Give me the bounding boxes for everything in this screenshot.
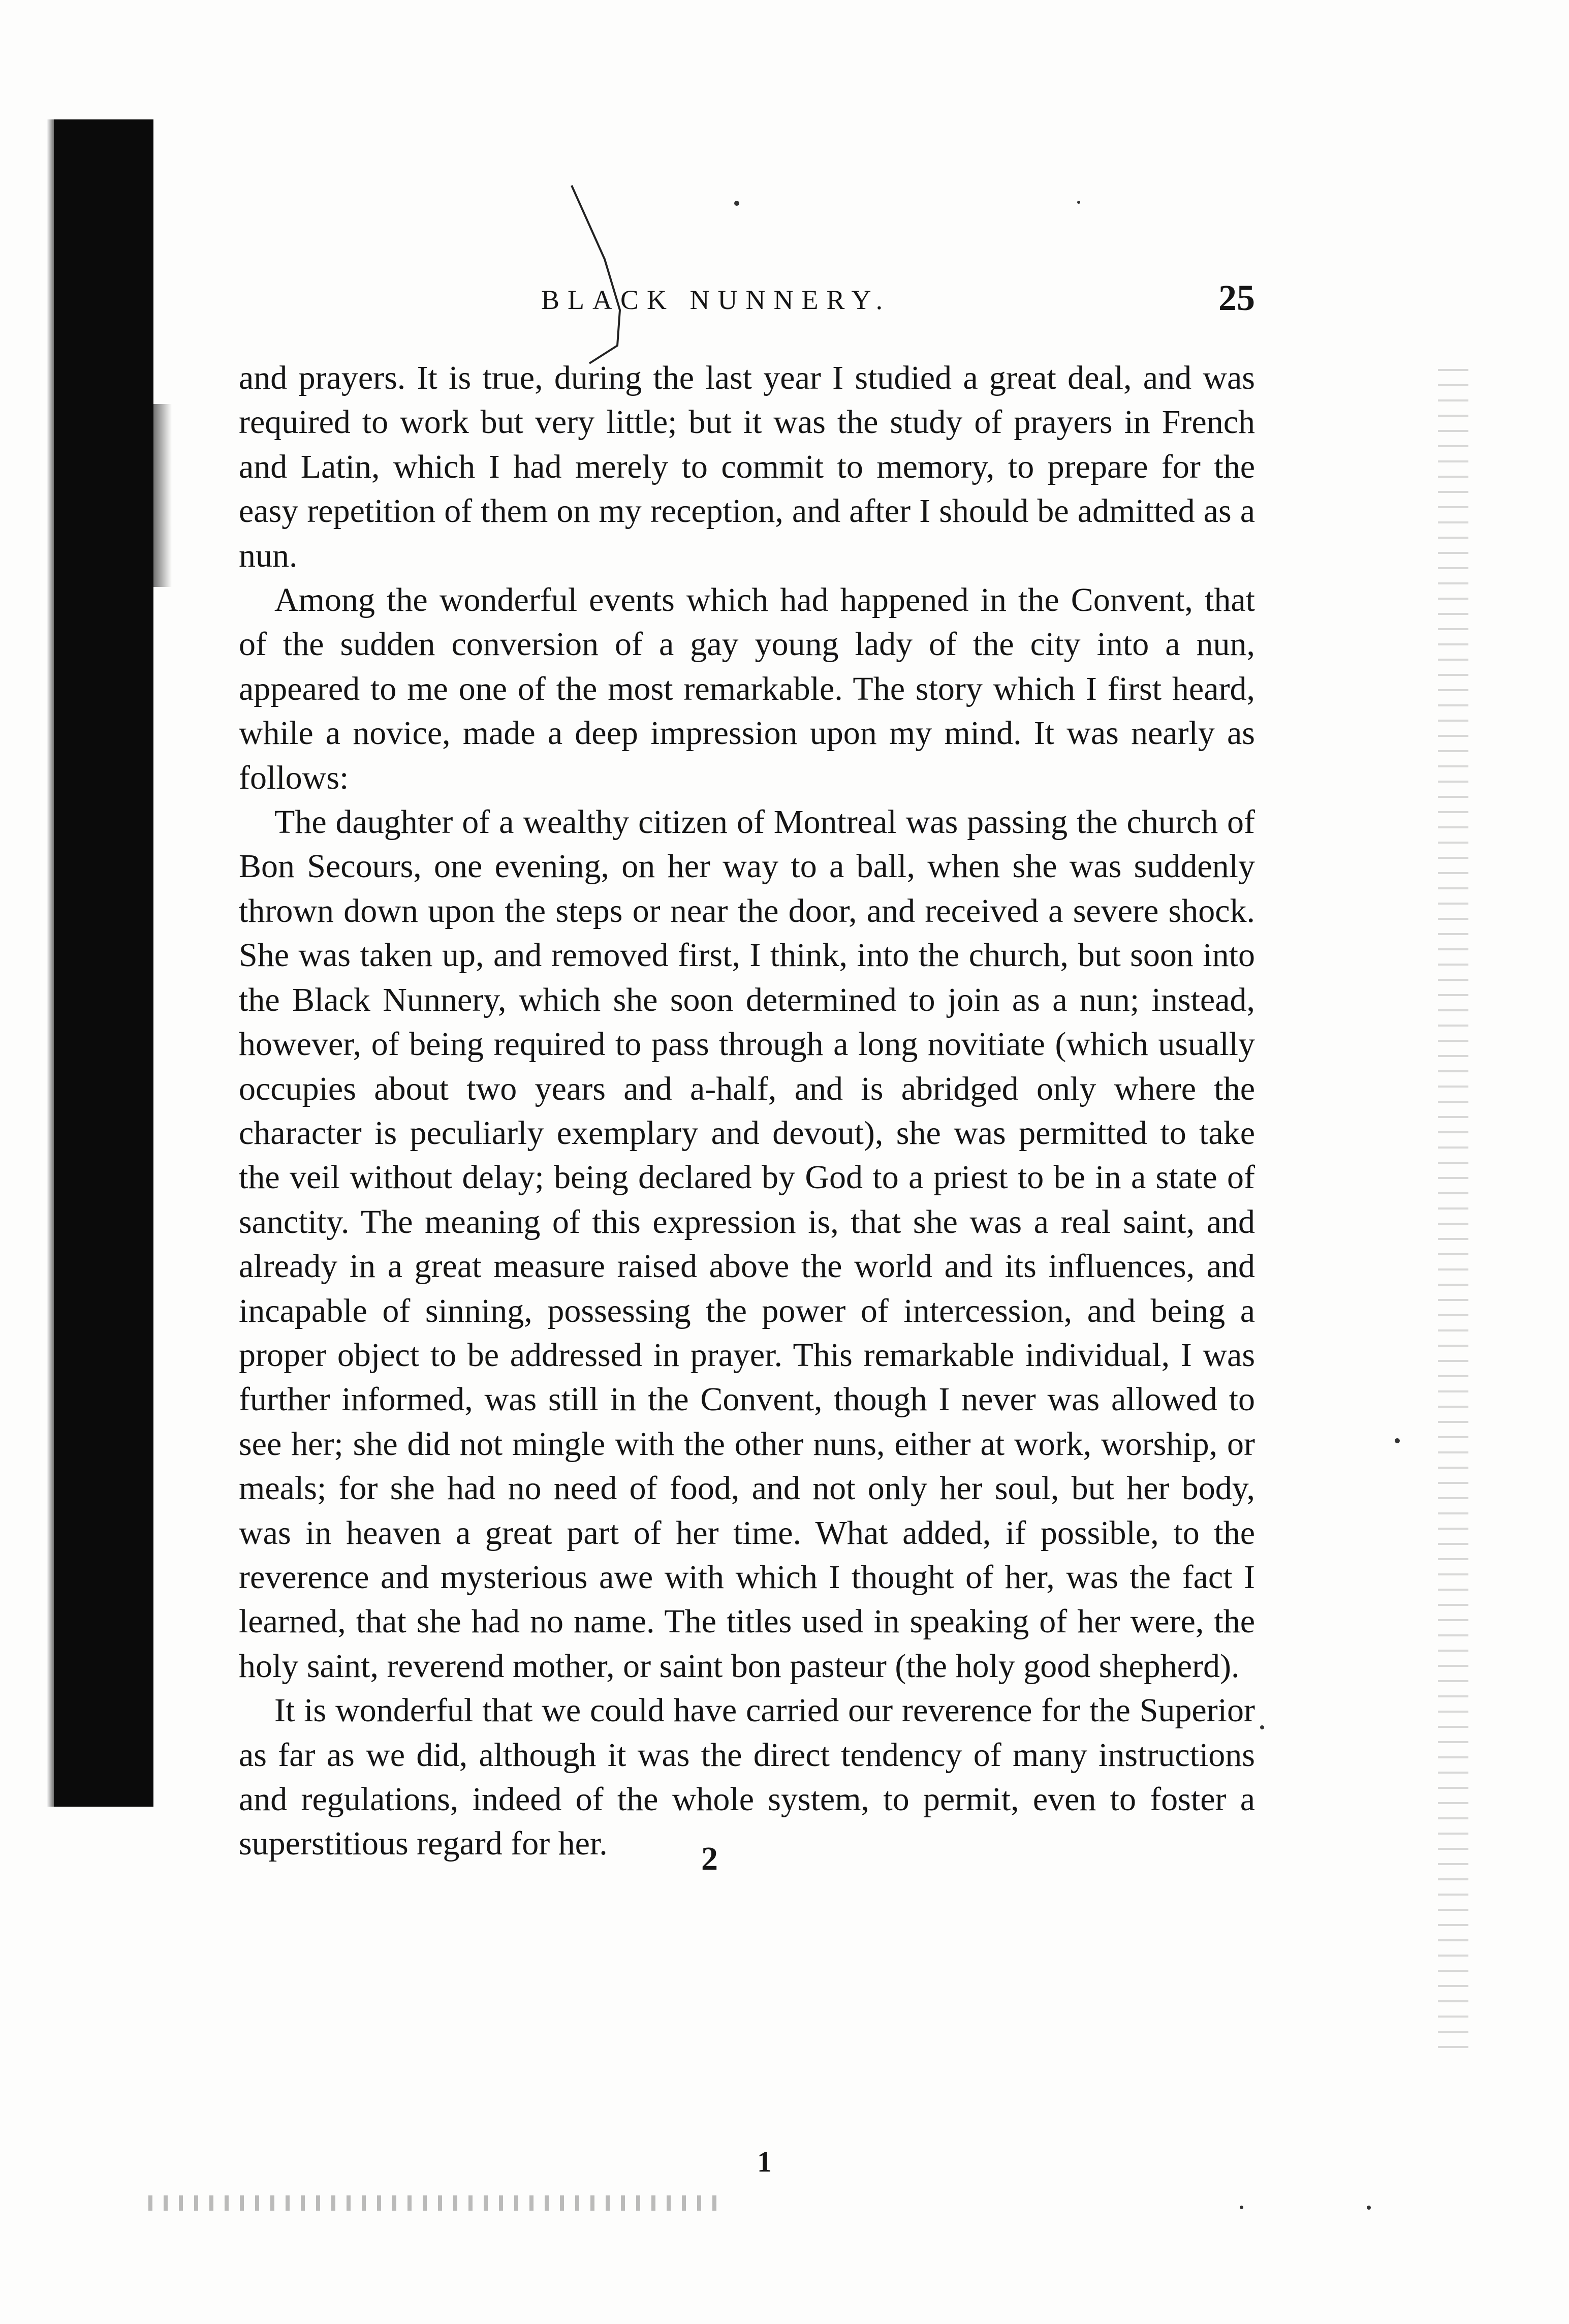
speck [1395,1438,1400,1443]
paragraph-1: and prayers. It is true, during the last year I studied a great deal, and was required to work but very little; but it was the study of prayers in French and Latin, which I had merely to commit to memory, to prepare for the easy repetition of them on my reception, and after I should be admitted as a nun. [239,359,1255,574]
speck [1077,201,1080,204]
speck [1240,2206,1243,2209]
page-number: 25 [1218,277,1255,318]
speck [734,201,739,206]
running-title: BLACK NUNNERY. [541,285,891,315]
binding-shadow [54,119,153,1807]
speck [1260,1725,1264,1729]
speck [1367,2206,1371,2210]
lower-mark: 1 [757,2145,772,2178]
paragraph-4: It is wonderful that we could have carried our reverence for the Superior as far as we did, although it was the direct tendency of many instructions and regulations, indeed of the whole system, to permit, even to foster a superstitious regard for her. [239,1692,1255,1863]
page-header [239,277,1255,333]
paragraph-3: The daughter of a wealthy citizen of Montreal was passing the church of Bon Secours, one evening, on her way to a ball, when she was suddenly thrown down upon the steps or near the door, and received a severe shock. She was taken up, and removed first, I think, into the church, but soon into the Black Nunnery, which she soon determined to join as a nun; instead, however, of being required to pass through a long novitiate (which usually occupies about two years and a-half, and is abridged only where the character is peculiarly exemplary and devout), she was permitted to take the veil without delay; being declared by God to a priest to be in a state of sanctity. The meaning of this expression is, that she was a real saint, and already in a great measure raised above the world and its influences, and incapable of sinning, possessing the power of intercession, and being a proper object to be addressed in prayer. This remarkable individual, I was further informed, was still in the Convent, though I never was allowed to see her; she did not mingle with the other nuns, either at work, worship, or meals; for she had no need of food, and not only her soul, but her body, was in heaven a great part of her time. What added, if possible, to the reverence and mysterious awe with which I thought of her, was the fact I learned, that she had no name. The titles used in speaking of her were, the holy saint, reverend mother, or saint bon pasteur (the holy good shepherd). [239,803,1255,1685]
body-text [239,356,1255,1866]
bottom-smudge [137,2195,721,2211]
right-edge-speckle [1438,356,1468,2058]
paragraph-2: Among the wonderful events which had happened in the Convent, that of the sudden conversion of a gay young lady of the city into a nun, appeared to me one of the most remarkable. The story which I first heard, while a novice, made a deep impression upon my mind. It was nearly as follows: [239,581,1255,796]
signature-mark: 2 [701,1840,718,1877]
